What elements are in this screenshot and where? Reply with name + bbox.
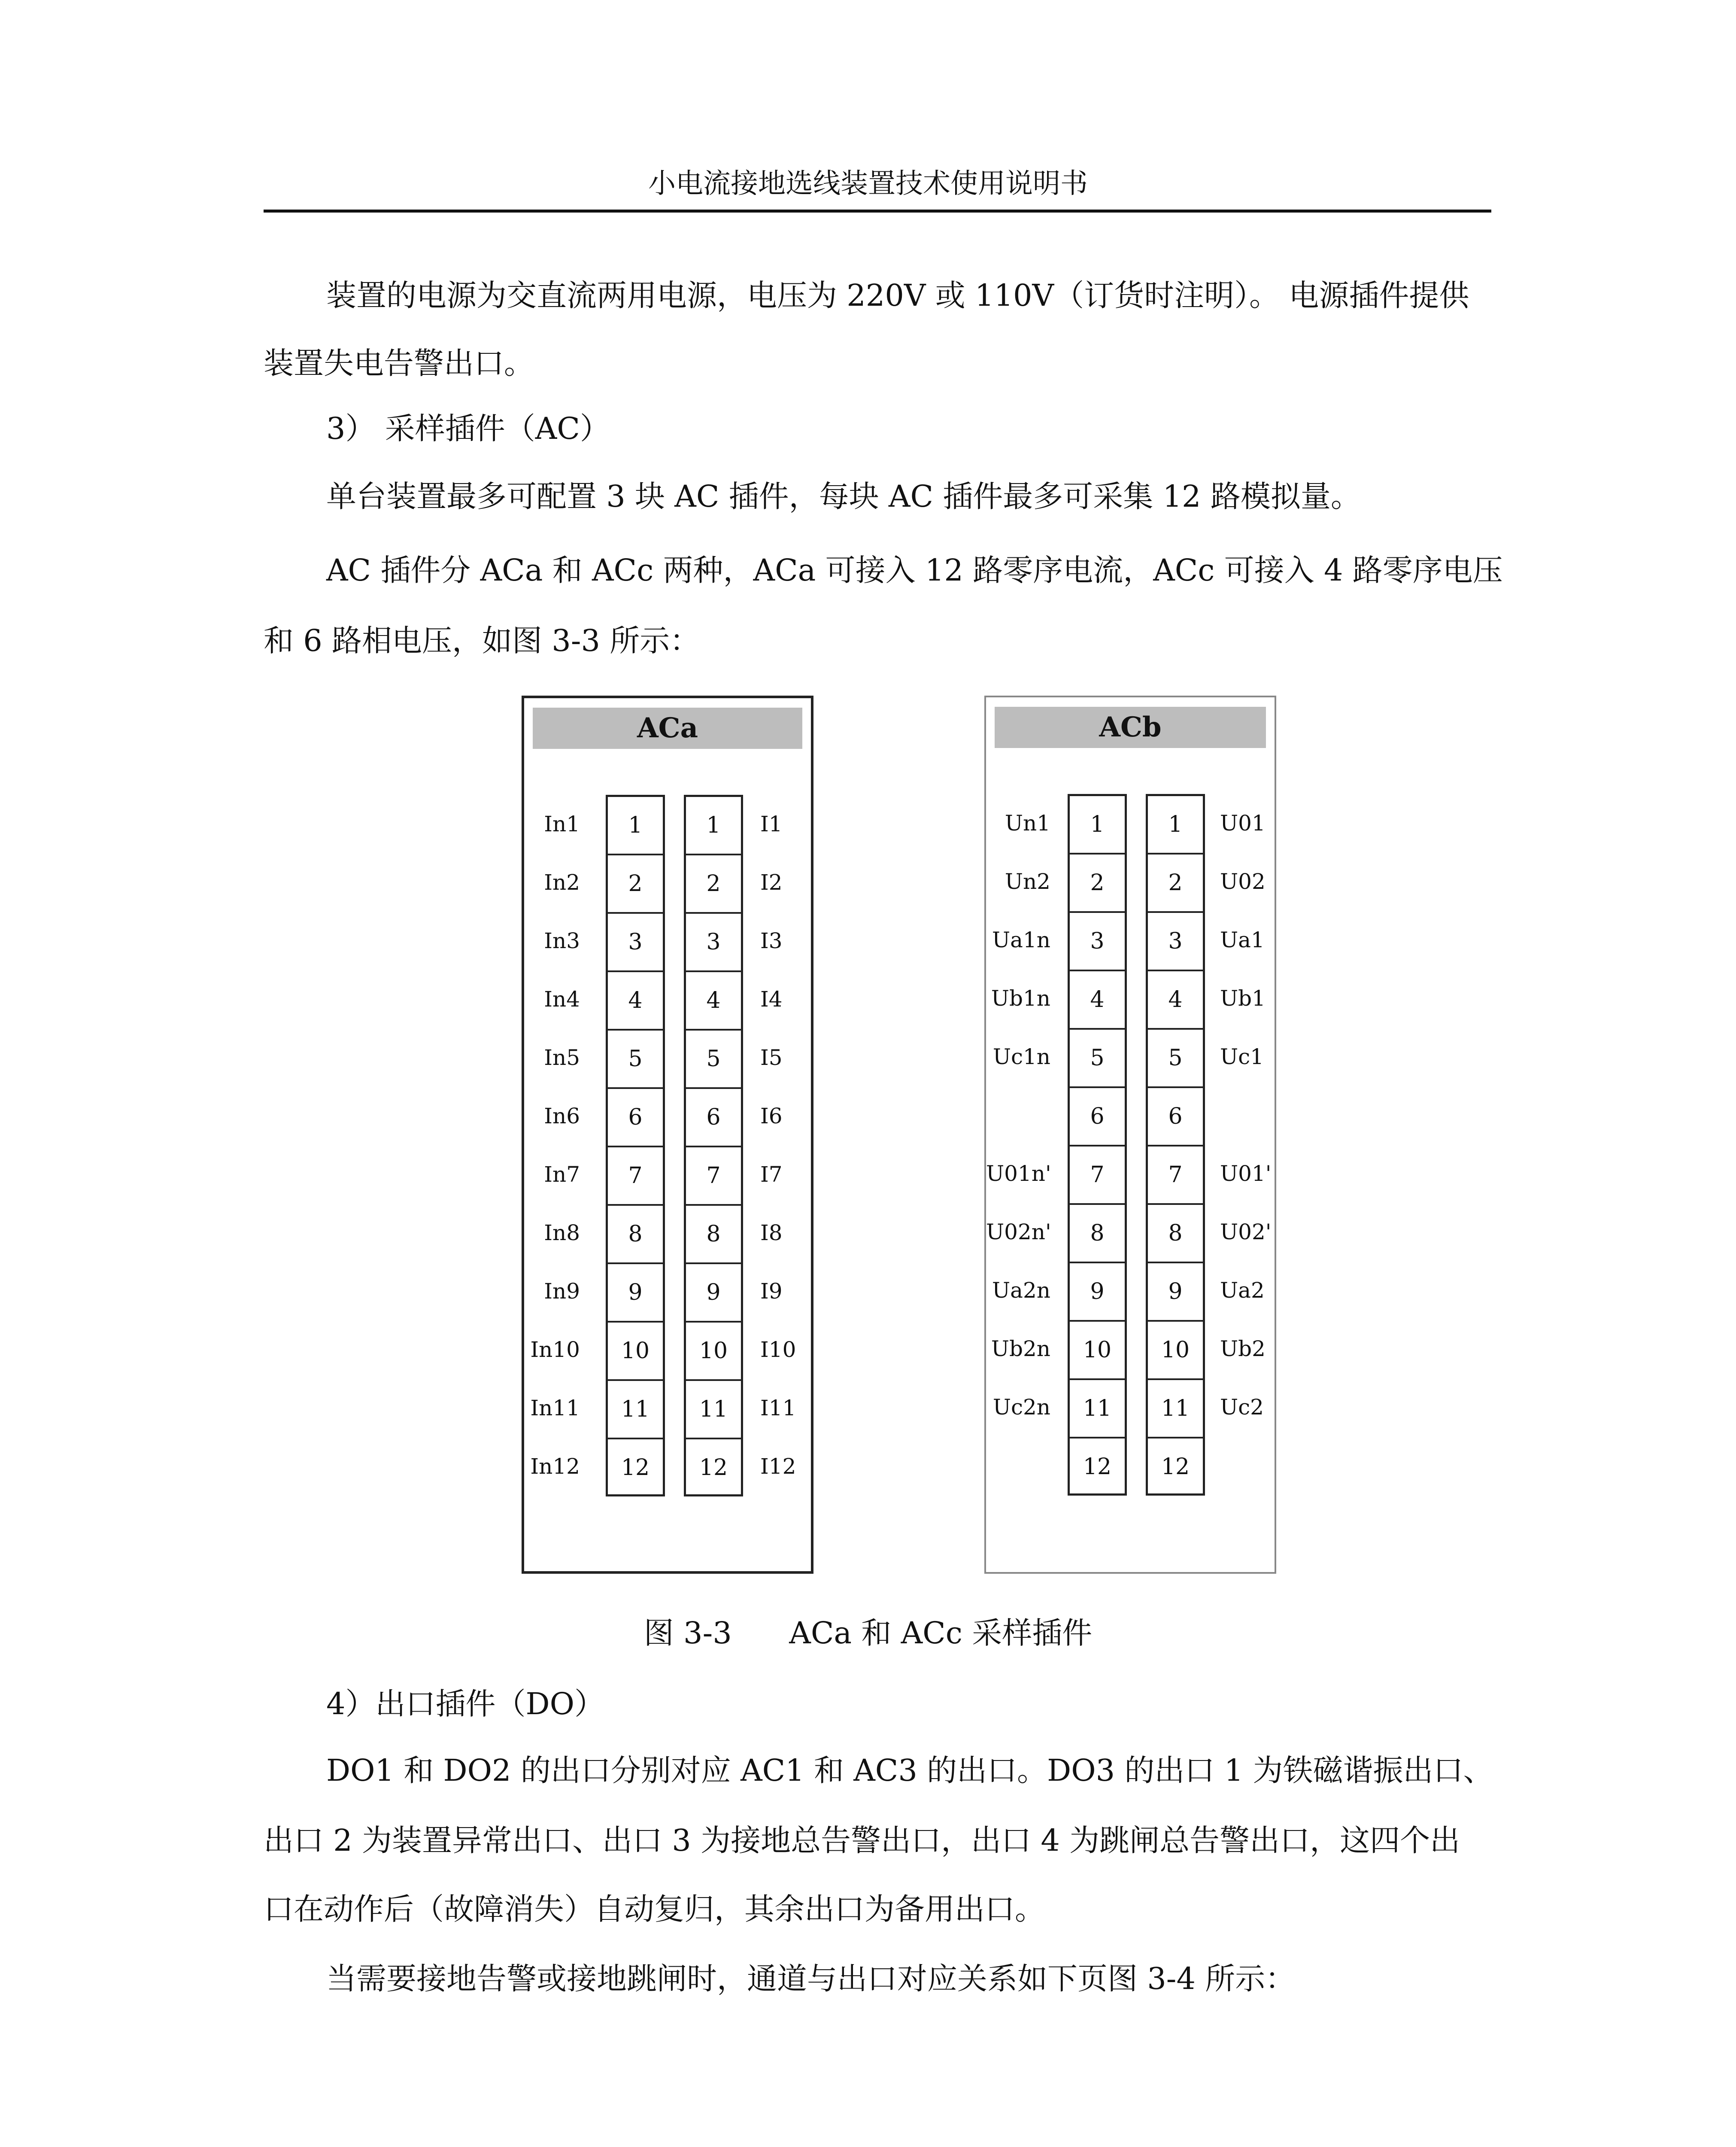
terminal-label: Un1 [1005, 811, 1050, 836]
section-heading-do: 4）出口插件（DO） [326, 1686, 605, 1721]
terminal-label: Ua1 [1220, 928, 1265, 952]
left-labels [986, 794, 1050, 1495]
terminal-label: I7 [760, 1162, 783, 1187]
terminal-label [1220, 1436, 1274, 1495]
terminal-cell: 3 [608, 914, 663, 972]
terminal-label: Ub1n [991, 986, 1050, 1011]
terminal-label [986, 1436, 1050, 1495]
terminal-cell: 11 [1148, 1380, 1203, 1438]
terminal-cell: 4 [608, 972, 663, 1031]
panel-aca [522, 696, 813, 1574]
terminal-cell: 9 [608, 1264, 663, 1323]
terminal-label: In6 [544, 1104, 580, 1128]
terminal-cell: 11 [686, 1381, 741, 1439]
terminal-cell: 6 [1070, 1088, 1125, 1146]
terminal-label: I2 [760, 870, 783, 895]
terminal-label: I1 [760, 812, 783, 836]
right-labels [1220, 794, 1274, 1495]
terminal-label: Ub1 [1220, 986, 1266, 1011]
terminal-cell: 7 [1070, 1146, 1125, 1205]
terminal-label: Ub2n [991, 1336, 1050, 1361]
terminal-cell: 5 [1148, 1030, 1203, 1088]
terminal-cell: 8 [1070, 1205, 1125, 1263]
terminal-label: Uc2 [1220, 1395, 1264, 1420]
paragraph-do-line2: 出口 2 为装置异常出口、出口 3 为接地总告警出口，出口 4 为跳闸总告警出口，这四个出 [264, 1823, 1460, 1858]
figure-caption: 图 3-3 ACa 和 ACc 采样插件 [643, 1615, 1093, 1651]
terminal-label: I3 [760, 928, 783, 953]
terminal-label: Un2 [1005, 869, 1050, 894]
terminal-cell: 1 [608, 797, 663, 855]
terminal-label: In10 [530, 1337, 580, 1362]
terminal-label: I5 [760, 1045, 783, 1070]
terminal-label [986, 1086, 1050, 1144]
terminal-column-1 [1068, 794, 1127, 1496]
terminal-cell: 12 [699, 1455, 728, 1481]
terminal-label: In4 [544, 987, 580, 1012]
terminal-cell: 2 [1148, 855, 1203, 913]
terminal-cell: 4 [686, 972, 741, 1031]
terminal-label: U02' [1220, 1219, 1272, 1244]
right-labels [760, 795, 807, 1496]
paragraph-ac-types-line2: 和 6 路相电压，如图 3-3 所示： [264, 623, 700, 658]
terminal-cell: 10 [1148, 1322, 1203, 1380]
terminal-cell: 4 [1148, 971, 1203, 1030]
terminal-cell: 9 [686, 1264, 741, 1323]
paragraph-ac-types-line1: AC 插件分 ACa 和 ACc 两种，ACa 可接入 12 路零序电流，ACc 可接入 4 路零序电压 [326, 553, 1503, 588]
terminal-cell: 5 [1070, 1030, 1125, 1088]
terminal-label: U02n' [986, 1219, 1051, 1244]
terminal-label: I12 [760, 1454, 796, 1479]
terminal-label: I6 [760, 1104, 783, 1128]
terminal-label: U01 [1220, 811, 1266, 836]
terminal-label: In1 [544, 812, 580, 836]
terminal-cell: 3 [1148, 913, 1203, 971]
paragraph-do-line1: DO1 和 DO2 的出口分别对应 AC1 和 AC3 的出口。DO3 的出口 1 为铁磁谐振出口、 [326, 1753, 1493, 1788]
terminal-label: Uc1n [992, 1044, 1050, 1069]
terminal-label: In7 [544, 1162, 580, 1187]
terminal-cell: 1 [1070, 796, 1125, 855]
paragraph-mapping: 当需要接地告警或接地跳闸时，通道与出口对应关系如下页图 3-4 所示： [326, 1961, 1296, 1996]
paragraph-power-line2: 装置失电告警出口。 [264, 346, 534, 381]
terminal-cell: 8 [686, 1206, 741, 1264]
terminal-label: Ub2 [1220, 1336, 1266, 1361]
paragraph-ac-count: 单台装置最多可配置 3 块 AC 插件，每块 AC 插件最多可采集 12 路模拟量。 [326, 479, 1361, 514]
terminal-column-2 [684, 795, 743, 1496]
terminal-label: U01' [1220, 1161, 1272, 1186]
terminal-cell: 7 [686, 1147, 741, 1206]
terminal-cell: 9 [1148, 1263, 1203, 1322]
terminal-cell: 10 [1070, 1322, 1125, 1380]
terminal-label: In3 [544, 928, 580, 953]
terminal-cell: 5 [608, 1031, 663, 1089]
terminal-label: Uc2n [992, 1395, 1050, 1420]
running-header: 小电流接地选线装置技术使用说明书 [648, 168, 1088, 200]
terminal-cell: 2 [1070, 855, 1125, 913]
terminal-label: Ua1n [992, 928, 1050, 952]
terminal-cell: 11 [608, 1381, 663, 1439]
terminal-label: I9 [760, 1279, 783, 1304]
terminal-cell: 11 [1070, 1380, 1125, 1438]
paragraph-power-line1: 装置的电源为交直流两用电源，电压为 220V 或 110V（订货时注明）。 电源插件提供 [326, 278, 1469, 313]
terminal-cell: 2 [608, 855, 663, 914]
terminal-cell: 9 [1070, 1263, 1125, 1322]
terminal-cell: 8 [1148, 1205, 1203, 1263]
header-rule [264, 210, 1491, 213]
terminal-cell: 10 [686, 1323, 741, 1381]
paragraph-do-line3: 口在动作后（故障消失）自动复归，其余出口为备用出口。 [264, 1892, 1045, 1927]
terminal-cell: 6 [1148, 1088, 1203, 1146]
terminal-label: I10 [760, 1337, 796, 1362]
terminal-label: I8 [760, 1220, 783, 1245]
terminal-label: I4 [760, 987, 783, 1012]
terminal-label: U01n' [986, 1161, 1051, 1186]
section-heading-ac: 3） 采样插件（AC） [326, 411, 610, 446]
terminal-label: U02 [1220, 869, 1266, 894]
terminal-cell: 6 [686, 1089, 741, 1147]
terminal-cell: 8 [608, 1206, 663, 1264]
terminal-cell: 1 [686, 797, 741, 855]
panel-title: ACa [533, 708, 802, 749]
terminal-cell: 7 [1148, 1146, 1203, 1205]
terminal-cell: 1 [1148, 796, 1203, 855]
terminal-cell: 12 [621, 1455, 650, 1481]
terminal-label: Ua2 [1220, 1278, 1265, 1303]
terminal-cell: 12 [1161, 1454, 1190, 1480]
terminal-cell: 5 [686, 1031, 741, 1089]
terminal-label: In12 [530, 1454, 580, 1479]
terminal-label: In5 [544, 1045, 580, 1070]
terminal-label: Uc1 [1220, 1044, 1264, 1069]
terminal-cell: 6 [608, 1089, 663, 1147]
terminal-label: In2 [544, 870, 580, 895]
terminal-column-1 [606, 795, 665, 1496]
terminal-cell: 7 [608, 1147, 663, 1206]
terminal-label: In8 [544, 1220, 580, 1245]
terminal-cell: 3 [686, 914, 741, 972]
terminal-column-2 [1146, 794, 1205, 1496]
terminal-label: I11 [760, 1396, 796, 1420]
panel-acb [984, 696, 1276, 1574]
terminal-cell: 12 [1083, 1454, 1112, 1480]
terminal-label: In11 [530, 1396, 580, 1420]
terminal-label: In9 [544, 1279, 580, 1304]
terminal-cell: 4 [1070, 971, 1125, 1030]
terminal-cell: 3 [1070, 913, 1125, 971]
terminal-cell: 2 [686, 855, 741, 914]
panel-title: ACb [995, 707, 1266, 748]
terminal-label [1220, 1086, 1274, 1144]
left-labels [528, 795, 580, 1496]
terminal-cell: 10 [608, 1323, 663, 1381]
terminal-label: Ua2n [992, 1278, 1050, 1303]
